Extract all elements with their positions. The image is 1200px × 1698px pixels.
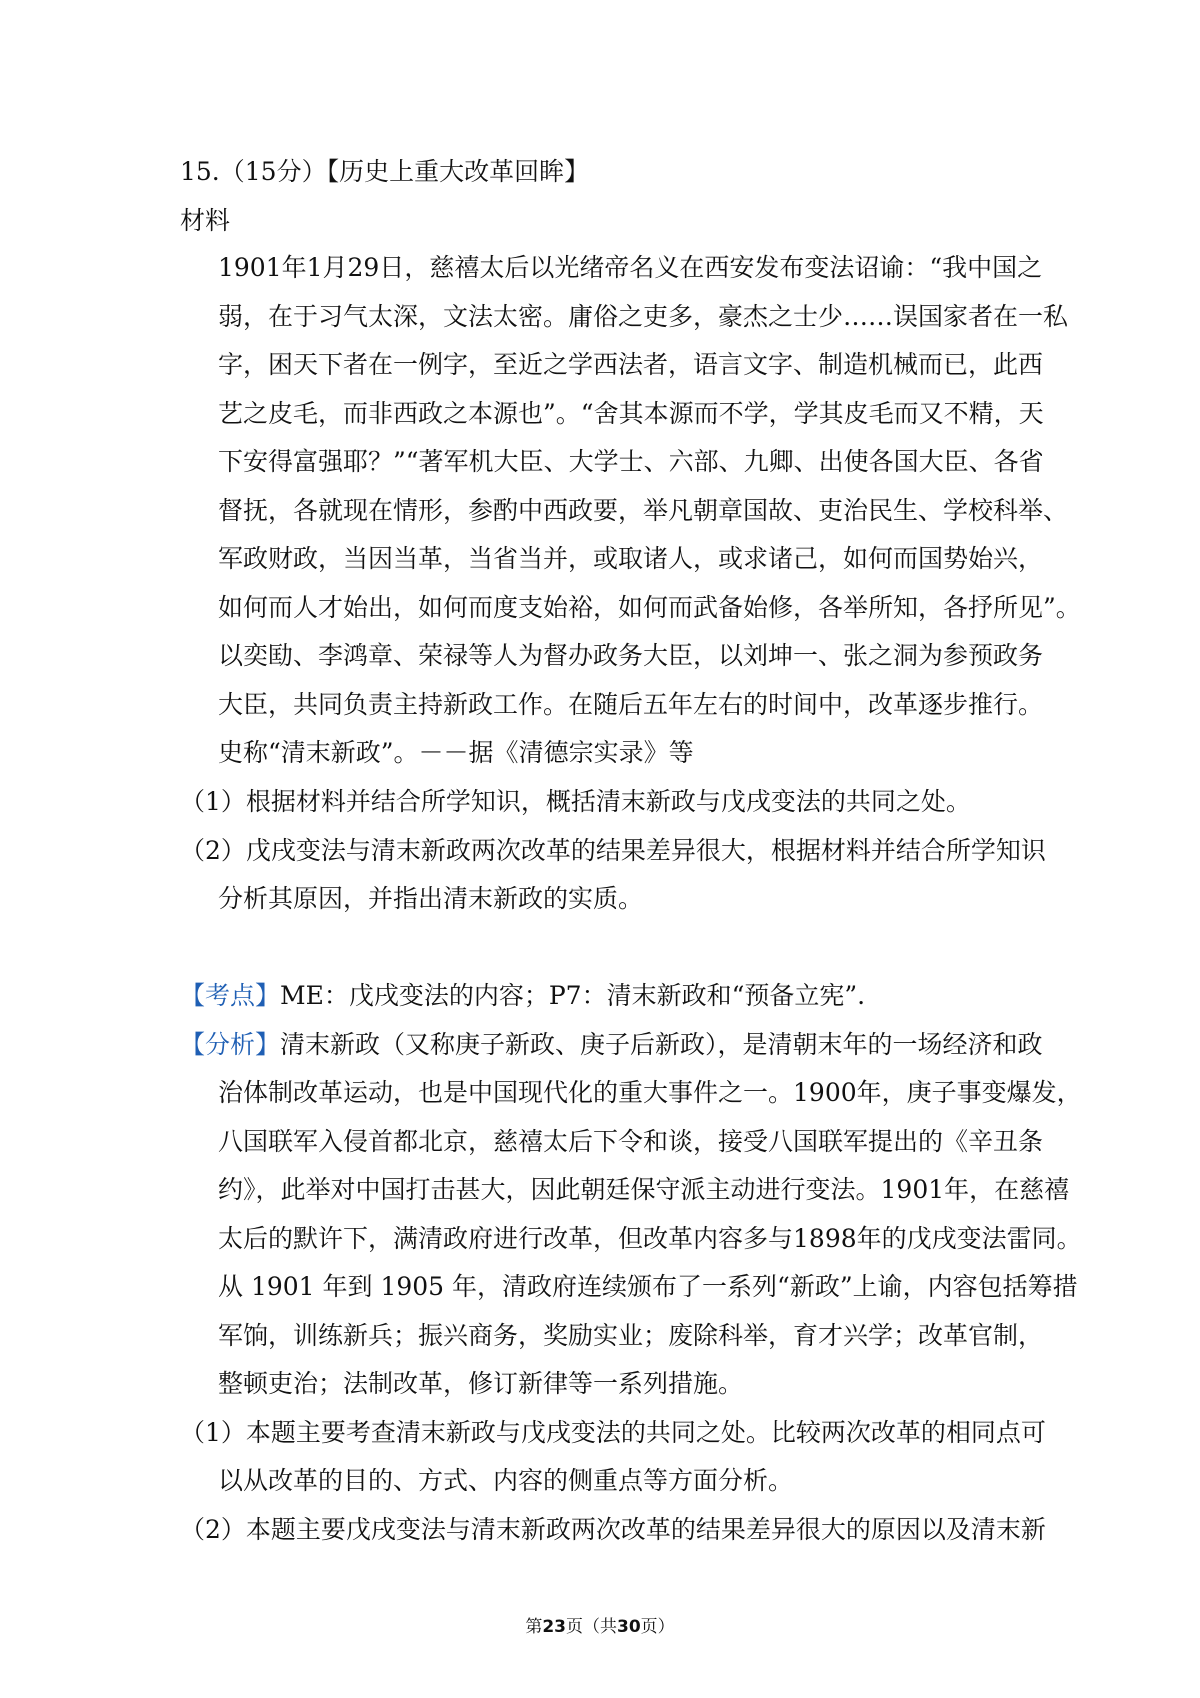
material-line: 督抚，各就现在情形，参酌中西政要，举凡朝章国故、吏治民生、学校科举、 bbox=[218, 496, 1069, 525]
fenxi-line: 太后的默许下，满清政府进行改革，但改革内容多与1898年的戊戌变法雷同。 bbox=[218, 1224, 1082, 1253]
question-1: （1）根据材料并结合所学知识，概括清末新政与戊戌变法的共同之处。 bbox=[180, 787, 971, 816]
kaodian-label: 【考点】 bbox=[180, 981, 281, 1010]
fenxi-line: 约》，此举对中国打击甚大，因此朝廷保守派主动进行变法。1901年，在慈禧 bbox=[218, 1175, 1070, 1204]
answer-1-line: （1）本题主要考查清末新政与戊戌变法的共同之处。比较两次改革的相同点可 bbox=[180, 1418, 1046, 1447]
fenxi-label: 【分析】 bbox=[180, 1030, 281, 1059]
material-line: 1901年1月29日，慈禧太后以光绪帝名义在西安发布变法诏谕：“我中国之 bbox=[218, 253, 1043, 282]
material-line: 以奕劻、李鸿章、荣禄等人为督办政务大臣，以刘坤一、张之洞为参预政务 bbox=[218, 641, 1044, 670]
question-heading: 15.（15分）【历史上重大改革回眸】 bbox=[180, 157, 590, 186]
fenxi-row bbox=[180, 1028, 1043, 1062]
material-line: 字，困天下者在一例字，至近之学西法者，语言文字、制造机械而已，此西 bbox=[218, 350, 1044, 379]
kaodian-text: ME：戊戌变法的内容；P7：清末新政和“预备立宪”. bbox=[280, 981, 866, 1010]
question-2-line: （2）戊戌变法与清末新政两次改革的结果差异很大，根据材料并结合所学知识 bbox=[180, 836, 1046, 865]
material-line: 大臣，共同负责主持新政工作。在随后五年左右的时间中，改革逐步推行。 bbox=[218, 690, 1044, 719]
fenxi-line: 治体制改革运动，也是中国现代化的重大事件之一。1900年，庚子事变爆发， bbox=[218, 1078, 1082, 1107]
material-line: 艺之皮毛，而非西政之本源也”。“舍其本源而不学，学其皮毛而又不精，天 bbox=[218, 399, 1044, 428]
question-2-line: 分析其原因，并指出清末新政的实质。 bbox=[218, 884, 644, 913]
footer-page-number: 23 bbox=[542, 1617, 566, 1637]
material-line: 史称“清末新政”。－－据《清德宗实录》等 bbox=[218, 738, 694, 767]
fenxi-first-line: 清末新政（又称庚子新政、庚子后新政），是清朝末年的一场经济和政 bbox=[280, 1030, 1043, 1059]
material-line: 弱，在于习气太深，文法太密。庸俗之吏多，豪杰之士少……误国家者在一私 bbox=[218, 302, 1069, 331]
material-line: 军政财政，当因当革，当省当并，或取诸人，或求诸己，如何而国势始兴， bbox=[218, 544, 1044, 573]
footer-prefix: 第 bbox=[525, 1617, 543, 1637]
footer-total-pages: 30 bbox=[617, 1617, 641, 1637]
fenxi-line: 军饷，训练新兵；振兴商务，奖励实业；废除科举，育才兴学；改革官制， bbox=[218, 1321, 1044, 1350]
fenxi-line: 从 1901 年到 1905 年，清政府连续颁布了一系列“新政”上谕，内容包括筹措 bbox=[218, 1272, 1078, 1301]
answer-2-line: （2）本题主要戊戌变法与清末新政两次改革的结果差异很大的原因以及清末新 bbox=[180, 1515, 1046, 1544]
page-footer bbox=[0, 1616, 1200, 1638]
kaodian-row bbox=[180, 979, 865, 1013]
footer-suffix: 页） bbox=[640, 1617, 675, 1637]
material-label: 材料 bbox=[180, 206, 231, 235]
footer-middle: 页（共 bbox=[566, 1617, 617, 1637]
material-line: 下安得富强耶？”“著军机大臣、大学士、六部、九卿、出使各国大臣、各省 bbox=[218, 447, 1044, 476]
answer-1-line: 以从改革的目的、方式、内容的侧重点等方面分析。 bbox=[218, 1466, 794, 1495]
fenxi-line: 八国联军入侵首都北京，慈禧太后下令和谈，接受八国联军提出的《辛丑条 bbox=[218, 1127, 1044, 1156]
fenxi-line: 整顿吏治；法制改革，修订新律等一系列措施。 bbox=[218, 1369, 744, 1398]
material-line: 如何而人才始出，如何而度支始裕，如何而武备始修，各举所知，各抒所见”。 bbox=[218, 593, 1081, 622]
